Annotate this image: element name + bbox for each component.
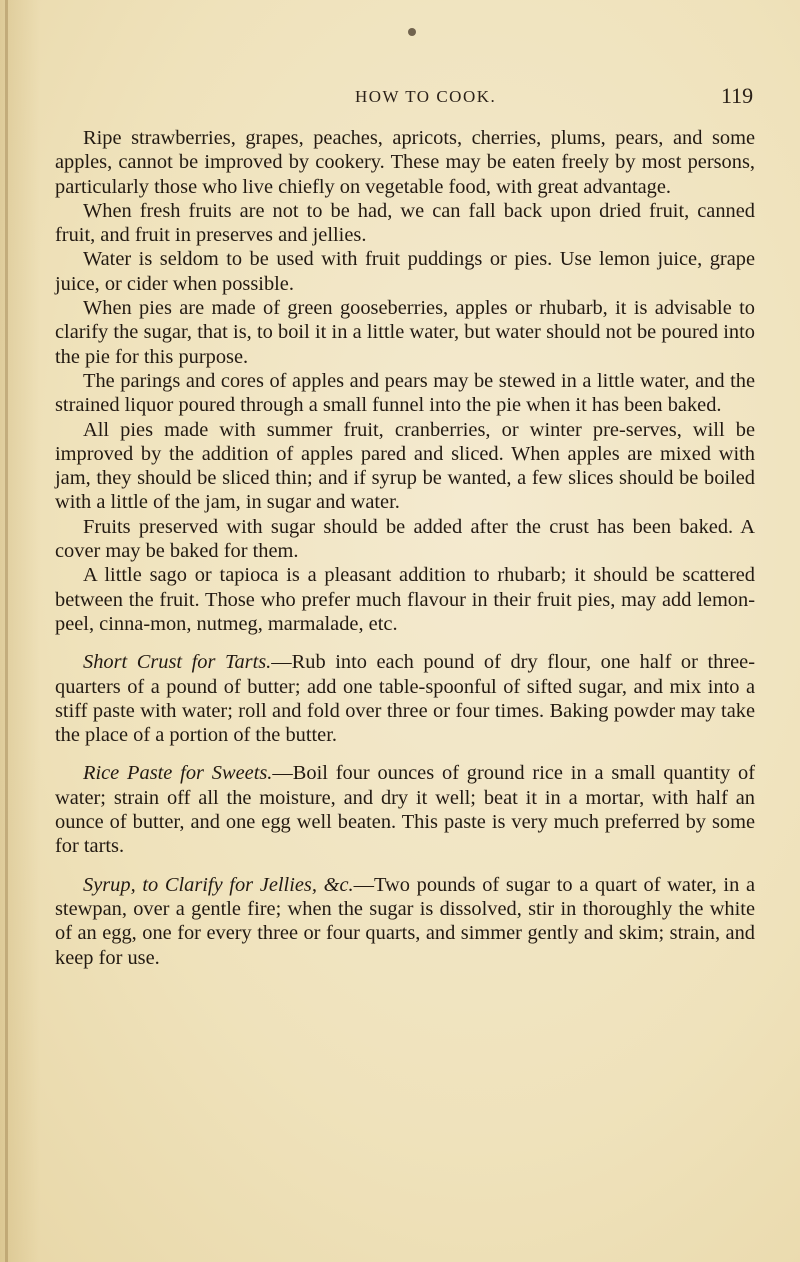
recipe-short-crust bbox=[55, 650, 755, 747]
ink-spot bbox=[408, 28, 416, 36]
recipe-body: —Rub into each pound of dry flour, one half or three-quarters of a pound of butter; add one table-spoonful of sifted sugar, and mix into a stiff paste with water; roll and fold over three or four times. Baking powder may take the place of a portion of the butter. bbox=[55, 651, 756, 747]
gutter-shadow bbox=[5, 0, 8, 1262]
recipe-rice-paste bbox=[55, 761, 755, 858]
recipe-title: Rice Paste for Sweets. bbox=[83, 762, 273, 785]
paragraph: A little sago or tapioca is a pleasant addition to rhubarb; it should be scattered between the fruit. Those who prefer much flavour in their fruit pies, may add lemon-peel, cinna-mon, nutmeg, marmalade, etc. bbox=[55, 564, 755, 635]
recipe-title: Syrup, to Clarify for Jellies, &c. bbox=[83, 873, 354, 896]
recipe-body: —Two pounds of sugar to a quart of water, in a stewpan, over a gentle fire; when the sugar is dissolved, stir in thoroughly the white of an egg, one for every three or four quarts, and simmer gently and skim; strain, and keep for use. bbox=[55, 873, 755, 969]
page-header bbox=[0, 83, 800, 117]
paragraph: Ripe strawberries, grapes, peaches, apricots, cherries, plums, pears, and some apples, cannot be improved by cookery. These may be eaten freely by most persons, particularly those who live chiefly on vegetable food, with great advantage. bbox=[55, 127, 755, 198]
paragraph: When pies are made of green gooseberries, apples or rhubarb, it is advisable to clarify the sugar, that is, to boil it in a little water, but water should not be poured into the pie for this purpose. bbox=[55, 297, 755, 368]
recipe-title: Short Crust for Tarts. bbox=[83, 651, 272, 674]
body-text bbox=[55, 126, 755, 970]
recipe-body: —Boil four ounces of ground rice in a small quantity of water; strain off all the moisture, and dry it well; beat it in a mortar, with half an ounce of butter, and one egg well beaten. This paste is very much preferred by some for tarts. bbox=[55, 762, 755, 858]
paragraph: Fruits preserved with sugar should be added after the crust has been baked. A cover may be baked for them. bbox=[55, 515, 755, 563]
paragraph: When fresh fruits are not to be had, we can fall back upon dried fruit, canned fruit, and fruit in preserves and jellies. bbox=[55, 199, 755, 247]
paragraph: Water is seldom to be used with fruit puddings or pies. Use lemon juice, grape juice, or cider when possible. bbox=[55, 248, 755, 295]
paragraph: The parings and cores of apples and pears may be stewed in a little water, and the strained liquor poured through a small funnel into the pie when it has been baked. bbox=[55, 369, 755, 417]
paragraph: All pies made with summer fruit, cranberries, or winter pre-serves, will be improved by the addition of apples pared and sliced. When apples are mixed with jam, they should be sliced thin; and if syrup be wanted, a few slices should be boiled with a little of the jam, in sugar and water. bbox=[55, 418, 755, 514]
page-number: 119 bbox=[721, 83, 754, 108]
running-head: HOW TO COOK. bbox=[355, 87, 497, 106]
recipe-syrup bbox=[55, 873, 755, 970]
